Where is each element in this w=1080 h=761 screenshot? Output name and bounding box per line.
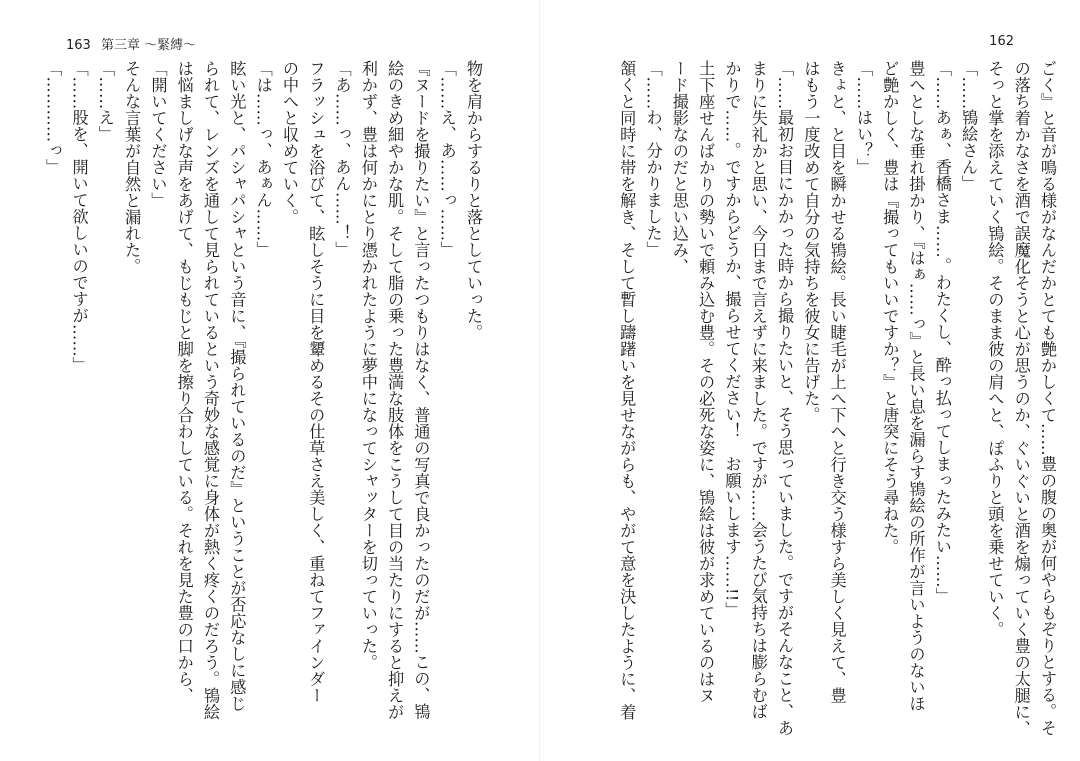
right-page-header	[989, 34, 1014, 49]
text-line: 物を肩からするりと落としていった。	[464, 60, 483, 341]
text-line: ード撮影なのだと思い込み、	[669, 60, 689, 275]
left-page-header	[66, 34, 196, 53]
running-head: 第三章 〜緊縛〜	[100, 38, 197, 53]
text-line: ど艶かしく、豊は『撮ってもいいですか？』と唐突にそう尋ねた。	[880, 60, 900, 555]
text-line: 「……え、あ……っ……」	[437, 60, 457, 258]
text-line: 「……鴇絵さん」	[959, 60, 979, 192]
text-line: フラッシュを浴びて、眩しそうに目を顰めるその仕草さえ美しく、重ねてファインダー	[306, 60, 326, 704]
text-line: 利かず、豊は何かにとり憑かれたように夢中になってシャッターを切っていった。	[358, 60, 378, 671]
text-line: 「……え」	[95, 60, 115, 143]
text-line: られて、レンズを通して見られているという奇妙な感覚に身体が熱く疼くのだろう。鴇絵	[201, 60, 221, 720]
text-line: 絵のきめ細やかな肌。そして脂の乗った豊満な肢体をこうして目の当たりにすると抑えが	[385, 60, 405, 720]
text-line: 『ヌードを撮りたい』と言ったつもりはなく、普通の写真で良かったのだが……この、鴇	[411, 60, 431, 720]
text-line: そんな言葉が自然と漏れた。	[122, 60, 142, 275]
text-line: かりで……。ですからどうか、撮らせてください！ お願いします……!!」	[722, 60, 742, 619]
text-line: 頷くと同時に帯を解き、そして暫し躊躇いを見せながらも、やがて意を決したように、着	[617, 60, 637, 720]
text-line: の落ち着かなさを酒で誤魔化そうと心が思うのか、ぐいぐいと酒を煽っていく豊の太腿に、	[1011, 60, 1031, 737]
text-line: 豊へとしな垂れ掛かり、『はぁ……っ』と長い息を漏らす鴇絵の所作が言いようのないほ	[906, 60, 926, 712]
text-line: 「開いてください」	[148, 60, 168, 209]
text-line: 「……はい？」	[853, 60, 873, 176]
text-line: は悩ましげな声をあげて、もじもじと脚を擦り合わしている。それを見た豊の口から、	[174, 60, 194, 704]
text-line: そっと掌を添えていく鴇絵。そのまま彼の肩へと、ぽふりと頭を乗せていく。	[985, 60, 1005, 638]
text-line: 「あ……っ、あん……！」	[332, 60, 352, 258]
left-page-body	[43, 60, 486, 740]
right-page	[540, 0, 1080, 761]
text-line: きょと、と目を瞬かせる鴇絵。長い睫毛が上へ下へと行き交う様すら美しく見えて、豊	[827, 60, 847, 704]
right-page-body	[568, 60, 1060, 740]
text-line: 「……股を、開いて欲しいのですが……」	[69, 60, 89, 374]
text-line: 「は……っ、あぁん……」	[253, 60, 273, 258]
right-page-number: 162	[989, 34, 1014, 49]
text-line: 土下座せんばかりの勢いで頼み込む豊。その必死な姿に、鴇絵は彼が求めているのはヌ	[696, 60, 716, 704]
text-line: 「……あぁ、香橋さま……。わたくし、酔っ払ってしまったみたい……」	[932, 60, 952, 605]
text-line: 「……わ、分かりました」	[643, 60, 663, 258]
text-line: の中へと収めていく。	[279, 60, 299, 225]
text-line: 「……最初お目にかかった時から撮りたいと、そう思っていました。ですがそんなこと、あ	[775, 60, 795, 737]
text-line: ごく』と音が鳴る様がなんだかとても艶かしくて……豊の腹の奥が何やらもぞりとする。そ	[1038, 60, 1057, 737]
left-page-number: 163	[66, 38, 91, 53]
text-line: まりに失礼かと思い、今日まで言えずに来ました。ですが……会うたび気持ちは膨らむば	[748, 60, 768, 720]
text-line: 眩い光と、パシャパシャという音に、『撮られているのだ』ということが否応なしに感じ	[227, 60, 247, 712]
text-line: はもう一度改めて自分の気持ちを彼女に告げた。	[801, 60, 821, 423]
text-line: 「…………っ」	[43, 60, 63, 176]
